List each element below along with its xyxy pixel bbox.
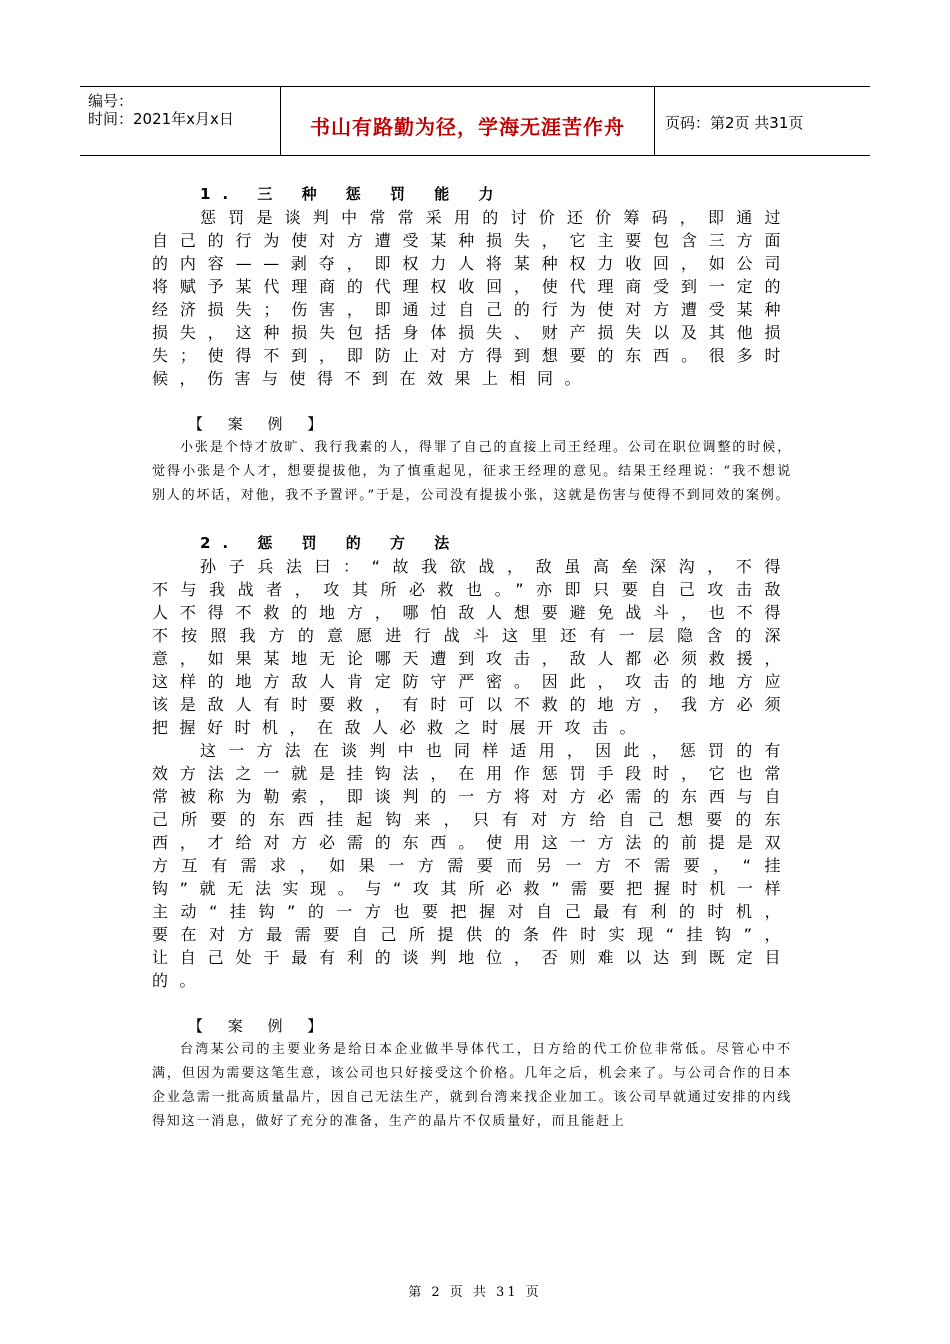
header-page-label: 页码：第2页 共31页 xyxy=(665,114,804,132)
section-2-paragraph-2: 这一方法在谈判中也同样适用，因此，惩罚的有效方法之一就是挂钩法，在用作惩罚手段时，它也常常被称为勒索，即谈判的一方将对方必需的东西与自己所要的东西挂起钩来，只有对方给自己想要的东西，才给对方必需的东西。使用这一方法的前提是双方互有需求，如果一方需要而另一方不需要，“挂钩”就无法实现。与“攻其所必救”需要把握时机一样主动“挂钩”的一方也要把握对自己最有利的时机，要在对方最需要自己所提供的条件时实现“挂钩”，让自己处于最有利的谈判地位，否则难以达到既定目的。 xyxy=(152,741,792,990)
section-1-case-title: 【 案 例 】 xyxy=(188,415,333,433)
header-table xyxy=(80,86,870,156)
header-motto: 书山有路勤为径，学海无涯苦作舟 xyxy=(310,115,625,139)
header-center-cell xyxy=(281,87,655,155)
section-2-title: 2. 惩 罚 的 方 法 xyxy=(200,534,462,552)
header-right-cell xyxy=(655,87,870,155)
section-2-paragraph-1: 孙子兵法曰：“故我欲战，敌虽高垒深沟，不得不与我战者，攻其所必救也。”亦即只要自己攻击敌人不得不救的地方，哪怕敌人想要避免战斗，也不得不按照我方的意愿进行战斗这里还有一层隐含的深意，如果某地无论哪天遭到攻击，敌人都必须救援，这样的地方敌人肯定防守严密。因此，攻击的地方应该是敌人有时要救，有时可以不救的地方，我方必须把握好时机，在敌人必救之时展开攻击。 xyxy=(152,557,792,737)
section-1-title: 1. 三 种 惩 罚 能 力 xyxy=(200,185,506,203)
document-code-label: 编号： xyxy=(88,92,134,110)
footer-page-number: 第 2 页 共 31 页 xyxy=(408,1285,542,1300)
section-2-case-text: 台湾某公司的主要业务是给日本企业做半导体代工，日方给的代工价位非常低。尽管心中不满，但因为需要这笔生意，该公司也只好接受这个价格。几年之后，机会来了。与公司合作的日本企业急需一批高质量晶片，因自己无法生产，就到台湾来找企业加工。该公司早就通过安排的内线得知这一消息，做好了充分的准备，生产的晶片不仅质量好，而且能赶上 xyxy=(152,1042,792,1129)
section-2-case-title: 【 案 例 】 xyxy=(188,1017,333,1035)
section-1-paragraph: 惩罚是谈判中常常采用的讨价还价筹码，即通过自己的行为使对方遭受某种损失，它主要包含三方面的内容——剥夺，即权力人将某种权力收回，如公司将赋予某代理商的代理权收回，使代理商受到一定的经济损失；伤害，即通过自己的行为使对方遭受某种损失，这种损失包括身体损失、财产损失以及其他损失；使得不到，即防止对方得到想要的东西。很多时候，伤害与使得不到在效果上相同。 xyxy=(152,208,792,388)
header-left-cell xyxy=(80,87,281,155)
document-body xyxy=(152,183,792,1134)
section-1-case-text: 小张是个恃才放旷、我行我素的人，得罪了自己的直接上司王经理。公司在职位调整的时候，觉得小张是个人才，想要提拔他，为了慎重起见，征求王经理的意见。结果王经理说：“我不想说别人的坏话，对他，我不予置评。”于是，公司没有提拔小张，这就是伤害与使得不到同效的案例。 xyxy=(152,440,792,503)
document-time-label: 时间：2021年x月x日 xyxy=(88,110,234,128)
